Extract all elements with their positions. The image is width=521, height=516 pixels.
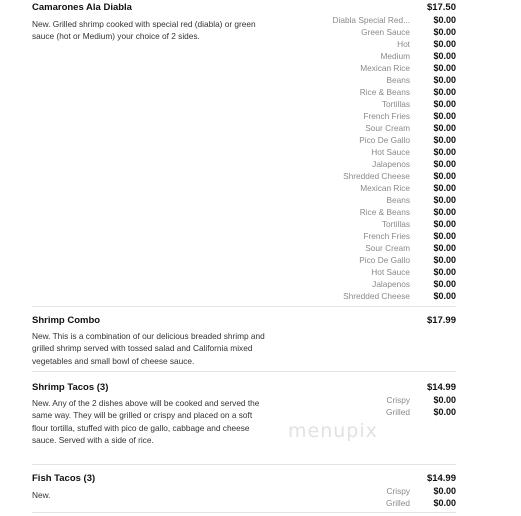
option-row[interactable]: [286, 170, 456, 182]
option-row[interactable]: [286, 266, 456, 278]
option-name: Medium: [380, 51, 410, 61]
option-name: Pico De Gallo: [359, 135, 410, 145]
option-price: $0.00: [433, 135, 456, 145]
option-name: Crispy: [386, 486, 410, 496]
option-row[interactable]: [286, 146, 456, 158]
option-price: $0.00: [433, 51, 456, 61]
option-name: Jalapenos: [372, 279, 410, 289]
option-list: [286, 485, 456, 509]
option-name: Beans: [386, 195, 410, 205]
option-row[interactable]: [286, 218, 456, 230]
option-price: $0.00: [433, 207, 456, 217]
option-price: $0.00: [433, 123, 456, 133]
option-price: $0.00: [433, 407, 456, 417]
option-name: Rice & Beans: [359, 87, 410, 97]
option-price: $0.00: [433, 267, 456, 277]
option-name: Mexican Rice: [360, 63, 410, 73]
option-price: $0.00: [433, 498, 456, 508]
option-price: $0.00: [433, 279, 456, 289]
option-price: $0.00: [433, 291, 456, 301]
option-row[interactable]: [286, 14, 456, 26]
option-name: Rice & Beans: [359, 207, 410, 217]
option-row[interactable]: [286, 98, 456, 110]
menupix-watermark: menupix: [288, 420, 378, 442]
option-price: $0.00: [433, 111, 456, 121]
option-price: $0.00: [433, 159, 456, 169]
option-name: Hot: [397, 39, 410, 49]
option-row[interactable]: [286, 122, 456, 134]
option-name: Diabla Special Red...: [332, 15, 410, 25]
option-row[interactable]: [286, 62, 456, 74]
option-name: Jalapenos: [372, 159, 410, 169]
option-name: Tortillas: [381, 99, 410, 109]
option-name: Beans: [386, 75, 410, 85]
option-row[interactable]: [286, 38, 456, 50]
option-row[interactable]: [286, 406, 456, 418]
option-row[interactable]: [286, 74, 456, 86]
item-description: New.: [32, 490, 51, 500]
option-price: $0.00: [433, 219, 456, 229]
item-description: New. Grilled shrimp cooked with special red (diabla) or green sauce (hot or Medium) your choice of 2 sides.: [32, 19, 256, 42]
option-row[interactable]: [286, 230, 456, 242]
item-divider: [32, 512, 456, 513]
option-name: Pico De Gallo: [359, 255, 410, 265]
item-divider: [32, 306, 456, 307]
item-title: Camarones Ala Diabla: [32, 2, 132, 13]
option-row[interactable]: [286, 194, 456, 206]
option-row[interactable]: [286, 134, 456, 146]
item-divider: [32, 371, 456, 372]
option-row[interactable]: [286, 497, 456, 509]
option-price: $0.00: [433, 486, 456, 496]
option-list: [286, 394, 456, 418]
item-description: New. Any of the 2 dishes above will be cooked and served the same way. They will be grilled or crispy and placed on a soft flour tortilla, stuffed with pico de gallo, cabbage and cheese sauce. Served with a side of rice.: [32, 398, 260, 445]
option-name: French Fries: [363, 231, 410, 241]
option-price: $0.00: [433, 27, 456, 37]
option-row[interactable]: [286, 290, 456, 302]
option-row[interactable]: [286, 206, 456, 218]
option-row[interactable]: [286, 182, 456, 194]
option-list: [286, 14, 456, 302]
option-name: French Fries: [363, 111, 410, 121]
option-name: Crispy: [386, 395, 410, 405]
item-divider: [32, 464, 456, 465]
option-name: Hot Sauce: [371, 267, 410, 277]
option-price: $0.00: [433, 171, 456, 181]
option-price: $0.00: [433, 195, 456, 205]
option-price: $0.00: [433, 15, 456, 25]
option-row[interactable]: [286, 110, 456, 122]
option-name: Sour Cream: [365, 243, 410, 253]
option-row[interactable]: [286, 242, 456, 254]
item-price: $17.50: [426, 2, 456, 13]
option-name: Grilled: [386, 407, 410, 417]
option-price: $0.00: [433, 255, 456, 265]
option-price: $0.00: [433, 147, 456, 157]
option-price: $0.00: [433, 63, 456, 73]
item-description: New. This is a combination of our delicious breaded shrimp and grilled shrimp served with tossed salad and California mixed vegetables and small bowl of cheese sauce.: [32, 331, 265, 366]
option-price: $0.00: [433, 75, 456, 85]
option-row[interactable]: [286, 485, 456, 497]
option-name: Shredded Cheese: [343, 291, 410, 301]
item-title: Shrimp Tacos (3): [32, 382, 109, 393]
option-row[interactable]: [286, 394, 456, 406]
option-row[interactable]: [286, 254, 456, 266]
option-price: $0.00: [433, 87, 456, 97]
item-title: Fish Tacos (3): [32, 473, 96, 484]
option-row[interactable]: [286, 158, 456, 170]
option-name: Tortillas: [381, 219, 410, 229]
option-row[interactable]: [286, 50, 456, 62]
option-name: Green Sauce: [361, 27, 410, 37]
item-price: $14.99: [426, 473, 456, 484]
option-row[interactable]: [286, 26, 456, 38]
option-price: $0.00: [433, 183, 456, 193]
option-price: $0.00: [433, 243, 456, 253]
option-price: $0.00: [433, 39, 456, 49]
option-name: Shredded Cheese: [343, 171, 410, 181]
option-price: $0.00: [433, 99, 456, 109]
option-price: $0.00: [433, 395, 456, 405]
option-row[interactable]: [286, 278, 456, 290]
option-price: $0.00: [433, 231, 456, 241]
option-row[interactable]: [286, 86, 456, 98]
option-name: Mexican Rice: [360, 183, 410, 193]
option-name: Hot Sauce: [371, 147, 410, 157]
option-name: Grilled: [386, 498, 410, 508]
option-name: Sour Cream: [365, 123, 410, 133]
item-title: Shrimp Combo: [32, 315, 101, 326]
item-price: $17.99: [426, 315, 456, 326]
item-price: $14.99: [426, 382, 456, 393]
